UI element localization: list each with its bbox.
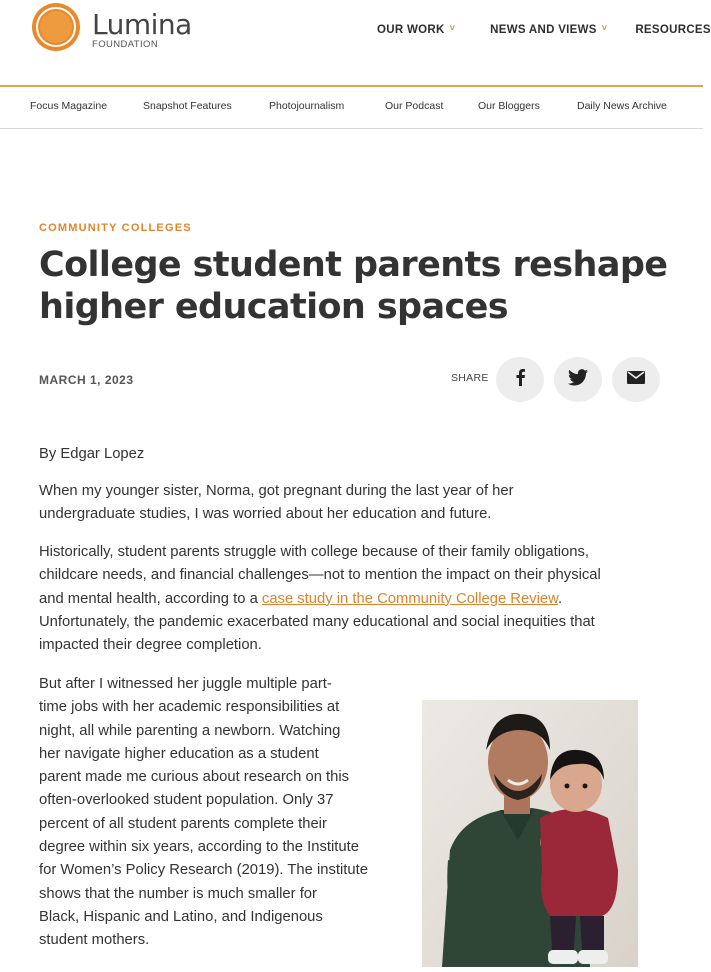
article-paragraph-1 [39, 480, 514, 527]
nav-news-and-views-label: NEWS AND VIEWS [490, 24, 597, 36]
p3-line: parent made me curious about research on this [39, 769, 350, 786]
article-date: MARCH 1, 2023 [39, 373, 134, 387]
share-twitter-button[interactable] [554, 357, 602, 402]
nav-resources-label: RESOURCES [635, 24, 711, 36]
p2-line: Unfortunately, the pandemic exacerbated many educational and social inequities that [39, 613, 595, 630]
p3-line: often-overlooked student population. Only 37 [39, 792, 334, 809]
subnav-focus-magazine[interactable]: Focus Magazine [30, 100, 108, 112]
article-paragraph-2 [39, 541, 689, 657]
p2-line-end: . [558, 590, 563, 607]
lumina-logo[interactable] [30, 1, 192, 53]
share-facebook-button[interactable] [496, 357, 544, 402]
article-title-line2: higher education spaces [39, 287, 509, 327]
p3-line: her navigate higher education as a student [39, 745, 319, 762]
p3-line: shows that the number is much smaller for [39, 885, 317, 902]
p3-line: percent of all student parents complete their [39, 815, 327, 832]
nav-our-work-label: OUR WORK [377, 24, 445, 36]
site-header [0, 0, 711, 86]
subnav-photojournalism[interactable]: Photojournalism [269, 100, 345, 112]
chevron-down-icon: ˅ [449, 23, 456, 33]
article-title-line1: College student parents reshape [39, 245, 668, 285]
case-study-link[interactable]: case study in the Community College Review [261, 590, 558, 607]
p3-line: Black, Hispanic and Latino, and Indigenous [39, 908, 323, 925]
p3-line: time jobs with her academic responsibilities at [39, 699, 340, 716]
facebook-icon [514, 368, 526, 391]
p2-line: Historically, student parents struggle with college because of their family obligations, [39, 544, 589, 560]
chevron-down-icon: ˅ [601, 23, 608, 33]
article-title [39, 244, 679, 328]
lumina-sun-logo-icon [30, 1, 82, 53]
main-navigation [377, 24, 711, 36]
email-icon [627, 371, 645, 389]
p1-line: undergraduate studies, I was worried about her education and future. [39, 506, 492, 523]
article-category[interactable]: COMMUNITY COLLEGES [39, 222, 192, 234]
nav-resources[interactable] [635, 24, 711, 36]
sub-navigation [0, 87, 703, 129]
p3-line: night, all while parenting a newborn. Watching [39, 722, 341, 739]
article-photo [422, 700, 638, 967]
twitter-icon [568, 369, 588, 391]
share-email-button[interactable] [612, 357, 660, 402]
nav-news-and-views[interactable] [490, 24, 607, 36]
subnav-our-bloggers[interactable]: Our Bloggers [478, 100, 540, 112]
p2-line: and mental health, according to a [39, 590, 262, 607]
p1-line: When my younger sister, Norma, got pregnant during the last year of her [39, 483, 514, 499]
nav-our-work[interactable] [377, 24, 455, 36]
p2-line: childcare needs, and financial challenges—not to mention the impact on their physical [39, 567, 601, 584]
subnav-snapshot-features[interactable]: Snapshot Features [143, 100, 232, 112]
p3-line: degree within six years, according to the Institute [39, 839, 359, 856]
logo-wordmark: Lumina [92, 8, 192, 41]
p3-line: for Women’s Policy Research (2019). The institute [39, 862, 368, 879]
p3-line: But after I witnessed her juggle multiple part- [39, 676, 332, 692]
p2-line: impacted their degree completion. [39, 637, 262, 654]
logo-subtitle: FOUNDATION [92, 39, 159, 50]
p3-line: student mothers. [39, 932, 150, 949]
article-paragraph-3 [39, 673, 419, 953]
subnav-our-podcast[interactable]: Our Podcast [385, 100, 444, 112]
share-label: SHARE [451, 372, 489, 384]
article-byline: By Edgar Lopez [39, 446, 145, 462]
subnav-daily-news-archive[interactable]: Daily News Archive [577, 100, 667, 112]
